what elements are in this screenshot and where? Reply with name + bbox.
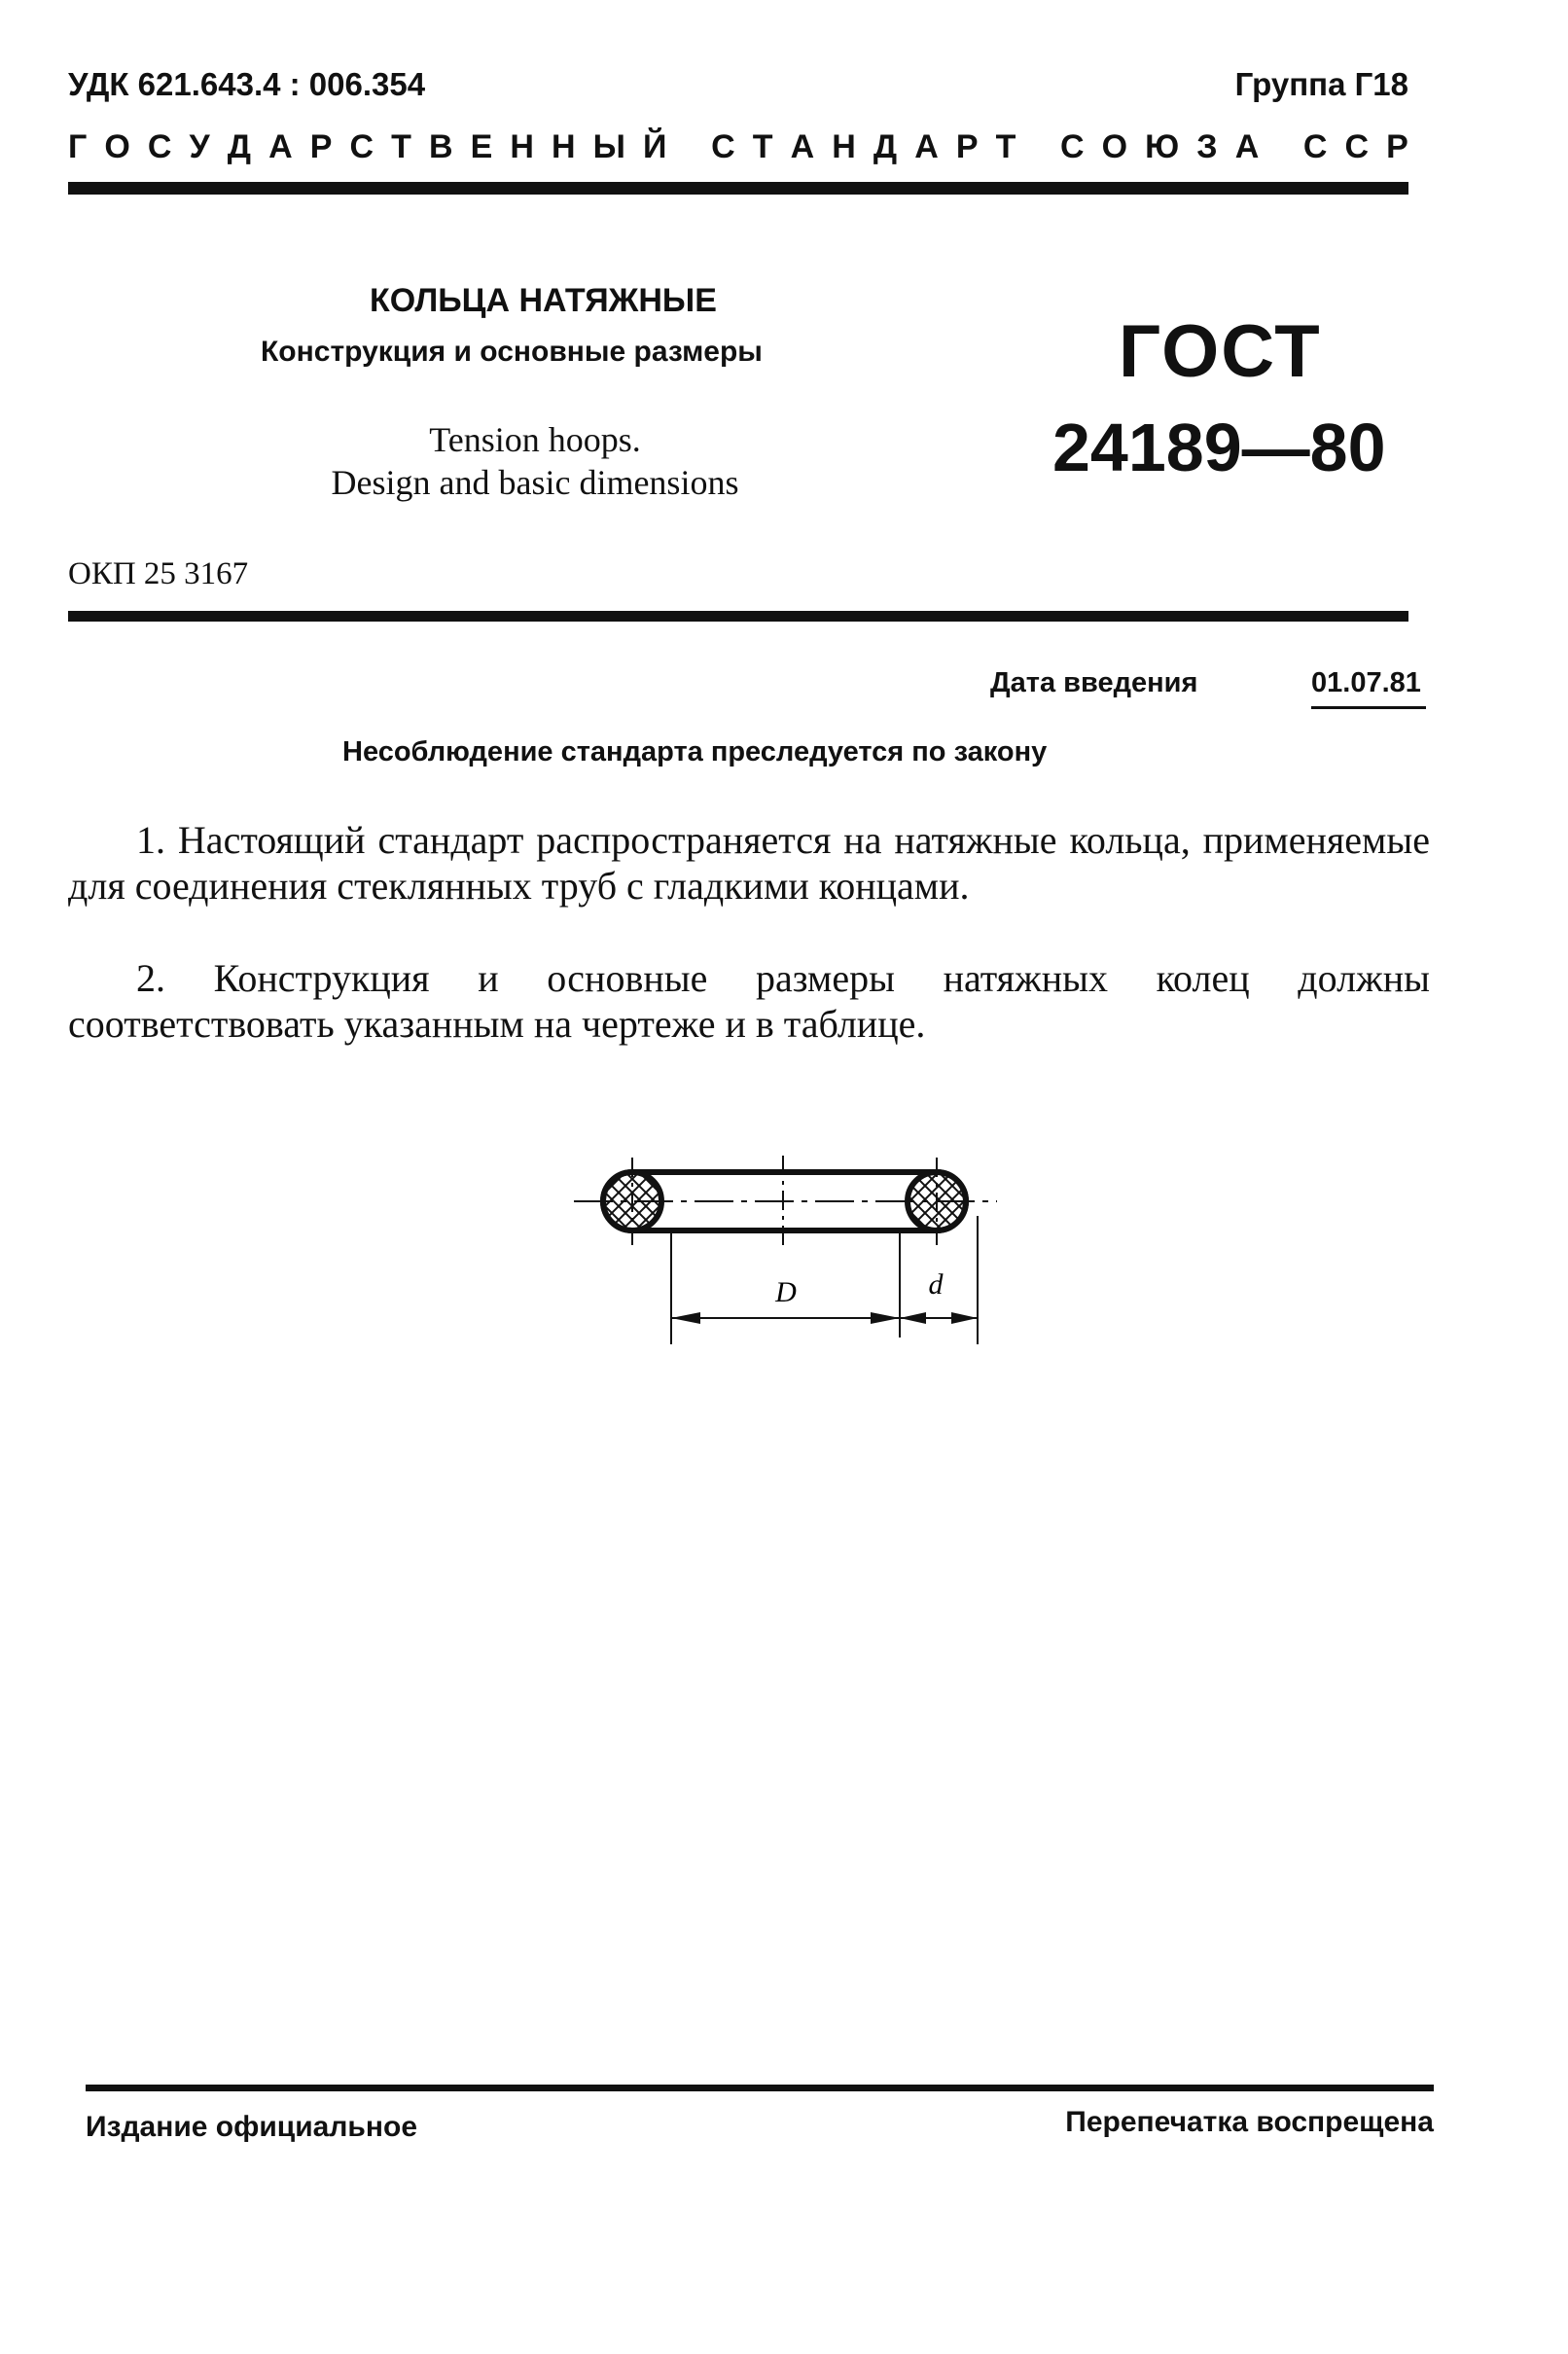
dimension-D-arrow-right bbox=[871, 1312, 900, 1324]
state-title-letter: З bbox=[1196, 128, 1218, 165]
udk-code: УДК 621.643.4 : 006.354 bbox=[68, 66, 426, 102]
state-title-letter: Д bbox=[227, 128, 251, 165]
paragraph-1: 1. Настоящий стандарт распространяется на натяжные кольца, применяемые для соединения стеклянных труб с гладкими концами. bbox=[68, 818, 1430, 908]
gost-label: ГОСТ bbox=[1119, 310, 1322, 393]
state-title-letter: Д bbox=[873, 128, 898, 165]
state-title-letter bbox=[685, 128, 694, 166]
state-title-letter: С bbox=[711, 128, 735, 165]
date-underline bbox=[1311, 706, 1426, 709]
state-title-letter: А bbox=[790, 128, 815, 165]
gost-number: 24189—80 bbox=[1052, 410, 1386, 485]
footer-reprint-prohibited: Перепечатка воспрещена bbox=[1065, 2106, 1434, 2138]
state-title-letter: С bbox=[1059, 128, 1085, 165]
state-title-letter: Г bbox=[68, 128, 88, 165]
state-title-letter: Е bbox=[470, 128, 493, 165]
state-title-letter: Ю bbox=[1145, 128, 1180, 165]
hoop-drawing bbox=[564, 1138, 1012, 1352]
state-standard-title bbox=[68, 128, 1408, 166]
dimension-D-arrow-left bbox=[671, 1312, 700, 1324]
title-en-line2: Design and basic dimensions bbox=[331, 463, 739, 502]
state-title-letter: Т bbox=[752, 128, 773, 165]
state-title-letter: А bbox=[914, 128, 939, 165]
group-code: Группа Г18 bbox=[1234, 66, 1408, 102]
state-title-letter: Р bbox=[955, 128, 979, 165]
state-title-letter: О bbox=[104, 128, 130, 165]
state-title-letter: О bbox=[1101, 128, 1128, 165]
state-title-letter bbox=[1276, 128, 1285, 166]
title-en-line1: Tension hoops. bbox=[429, 420, 641, 459]
title-ru: КОЛЬЦА НАТЯЖНЫЕ bbox=[370, 282, 717, 319]
introduction-date-label: Дата введения bbox=[990, 667, 1198, 698]
state-title-letter: С bbox=[1344, 128, 1370, 165]
state-title-letter: А bbox=[268, 128, 293, 165]
state-title-letter: А bbox=[1234, 128, 1260, 165]
state-title-letter: Н bbox=[552, 128, 576, 165]
state-title-letter: С bbox=[349, 128, 374, 165]
dimension-d-label: d bbox=[928, 1268, 944, 1301]
state-title-letter: Н bbox=[510, 128, 534, 165]
introduction-date-value: 01.07.81 bbox=[1311, 667, 1421, 698]
header-rule bbox=[68, 182, 1408, 195]
state-title-letter: Р bbox=[1386, 128, 1408, 165]
state-title-letter: Т bbox=[391, 128, 411, 165]
law-notice: Несоблюдение стандарта преследуется по закону bbox=[342, 736, 1048, 767]
state-title-letter: С bbox=[147, 128, 172, 165]
footer-official-edition: Издание официальное bbox=[86, 2111, 418, 2143]
footer-rule bbox=[86, 2085, 1434, 2091]
okp-code: ОКП 25 3167 bbox=[68, 556, 249, 591]
state-title-letter: Н bbox=[832, 128, 856, 165]
state-title-letter: Р bbox=[309, 128, 333, 165]
state-title-letter bbox=[1033, 128, 1042, 166]
dimension-d-arrow-right bbox=[951, 1312, 978, 1324]
dimension-D-label: D bbox=[775, 1276, 797, 1308]
state-title-letter: С bbox=[1302, 128, 1328, 165]
state-title-letter: Т bbox=[995, 128, 1016, 165]
dimension-d-arrow-left bbox=[900, 1312, 926, 1324]
state-title-letter: В bbox=[428, 128, 453, 165]
state-title-letter: У bbox=[189, 128, 210, 165]
title-en bbox=[282, 418, 788, 504]
state-title-letter: Й bbox=[643, 128, 667, 165]
paragraph-2: 2. Конструкция и основные размеры натяжных колец должны соответствовать указанным на чертеже и в таблице. bbox=[68, 956, 1430, 1046]
title-rule bbox=[68, 611, 1408, 622]
state-title-letter: Ы bbox=[592, 128, 625, 165]
subtitle-ru: Конструкция и основные размеры bbox=[261, 336, 763, 368]
